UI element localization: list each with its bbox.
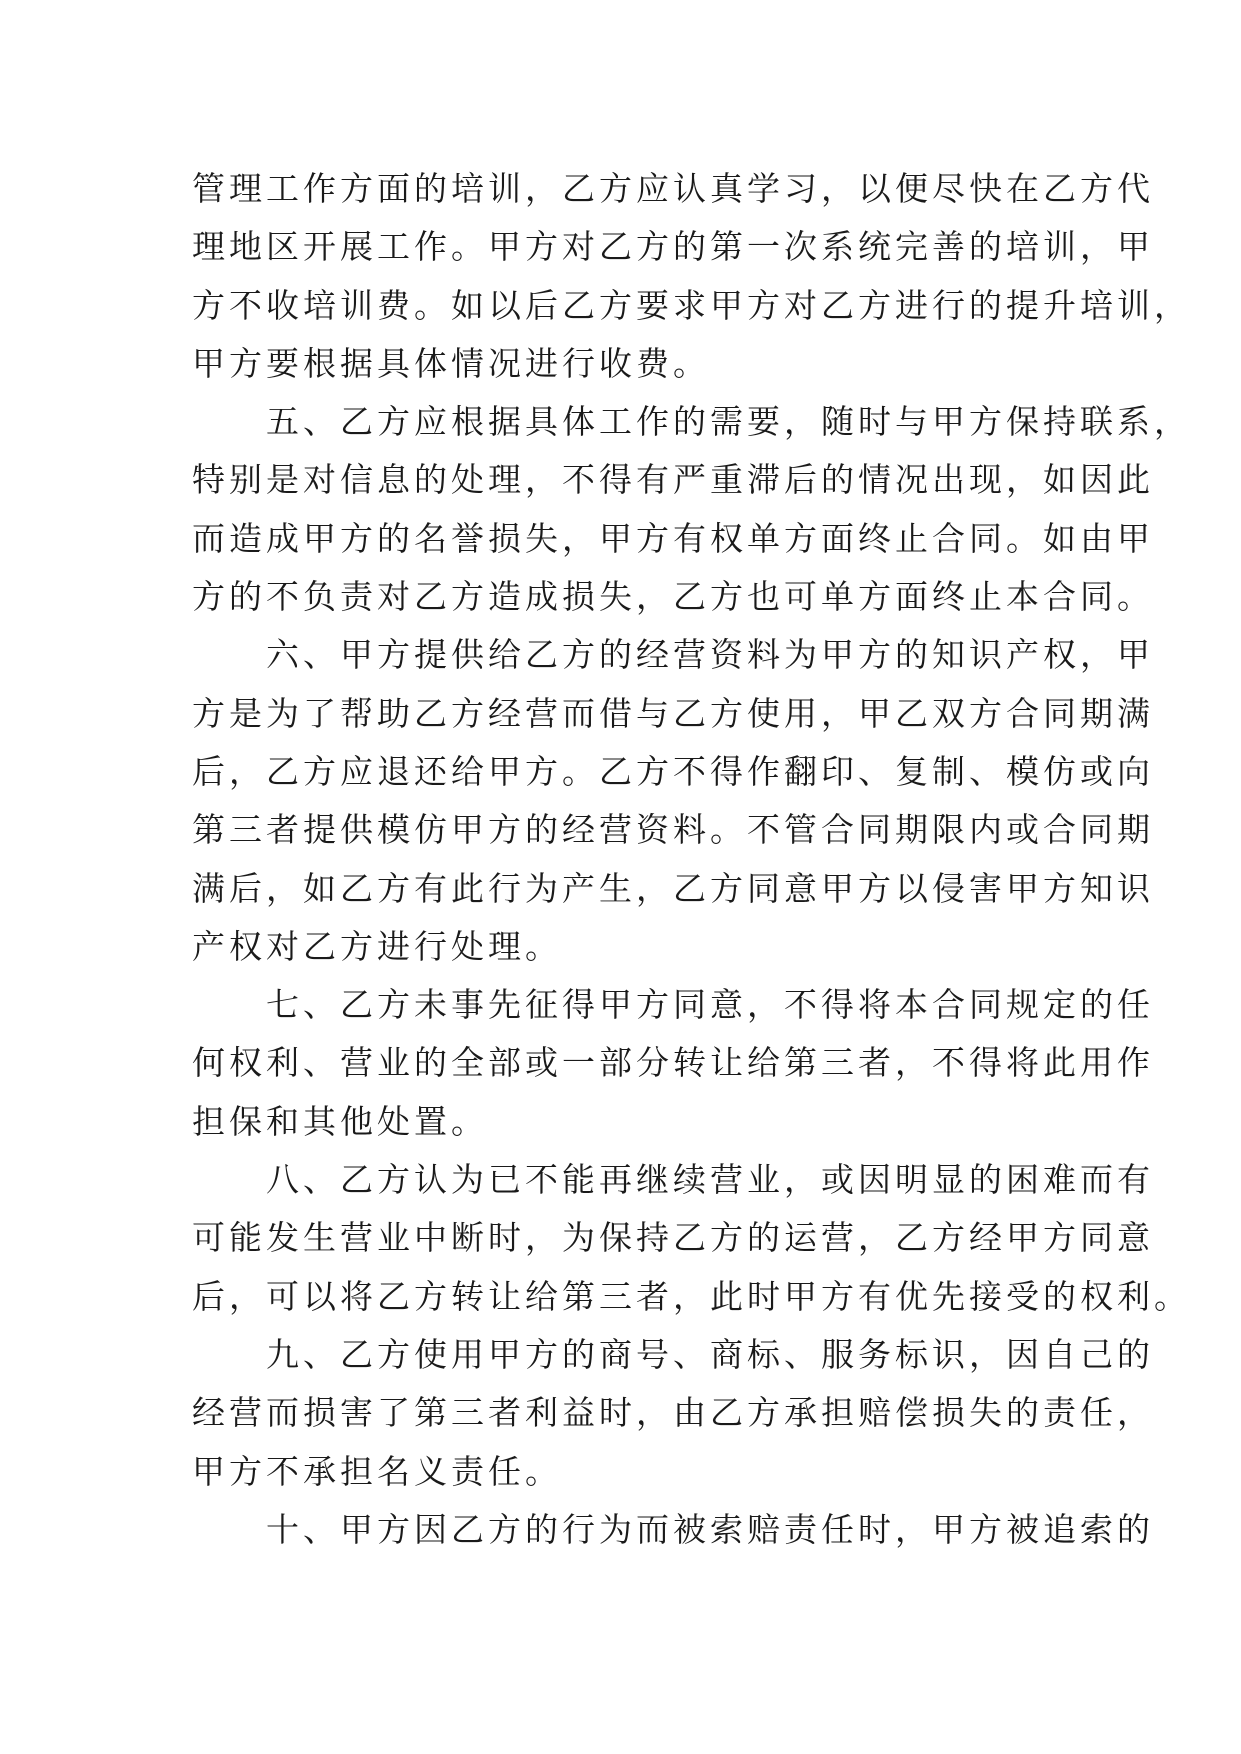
text-line: 十、甲方因乙方的行为而被索赔责任时，甲方被追索的	[192, 1509, 1154, 1549]
text-line: 甲方不承担名义责任。	[192, 1451, 562, 1491]
text-line: 六、甲方提供给乙方的经营资料为甲方的知识产权，甲	[192, 635, 1154, 675]
text-line: 后，可以将乙方转让给第三者，此时甲方有优先接受的权利。	[192, 1276, 1191, 1316]
text-line: 特别是对信息的处理，不得有严重滞后的情况出现，如因此	[192, 460, 1154, 500]
text-line: 后，乙方应退还给甲方。乙方不得作翻印、复制、模仿或向	[192, 751, 1154, 791]
text-line: 第三者提供模仿甲方的经营资料。不管合同期限内或合同期	[192, 810, 1154, 850]
text-line: 满后，如乙方有此行为产生，乙方同意甲方以侵害甲方知识	[192, 868, 1154, 908]
text-line: 五、乙方应根据具体工作的需要，随时与甲方保持联系，	[192, 402, 1191, 442]
text-line: 方是为了帮助乙方经营而借与乙方使用，甲乙双方合同期满	[192, 693, 1154, 733]
text-line: 何权利、营业的全部或一部分转让给第三者，不得将此用作	[192, 1043, 1154, 1083]
text-line: 可能发生营业中断时，为保持乙方的运营，乙方经甲方同意	[192, 1218, 1154, 1258]
text-line: 八、乙方认为已不能再继续营业，或因明显的困难而有	[192, 1160, 1154, 1200]
text-line: 担保和其他处置。	[192, 1101, 488, 1141]
text-line: 经营而损害了第三者利益时，由乙方承担赔偿损失的责任，	[192, 1393, 1154, 1433]
text-line: 九、乙方使用甲方的商号、商标、服务标识，因自己的	[192, 1334, 1154, 1374]
text-line: 七、乙方未事先征得甲方同意，不得将本合同规定的任	[192, 985, 1154, 1025]
contract-body-text	[192, 160, 1191, 1559]
text-line: 理地区开展工作。甲方对乙方的第一次系统完善的培训，甲	[192, 227, 1154, 267]
text-line: 方的不负责对乙方造成损失，乙方也可单方面终止本合同。	[192, 577, 1154, 617]
text-line: 管理工作方面的培训，乙方应认真学习，以便尽快在乙方代	[192, 169, 1154, 208]
text-line: 而造成甲方的名誉损失，甲方有权单方面终止合同。如由甲	[192, 518, 1154, 558]
text-line: 产权对乙方进行处理。	[192, 926, 562, 966]
text-line: 方不收培训费。如以后乙方要求甲方对乙方进行的提升培训，	[192, 285, 1191, 325]
text-line: 甲方要根据具体情况进行收费。	[192, 343, 710, 383]
